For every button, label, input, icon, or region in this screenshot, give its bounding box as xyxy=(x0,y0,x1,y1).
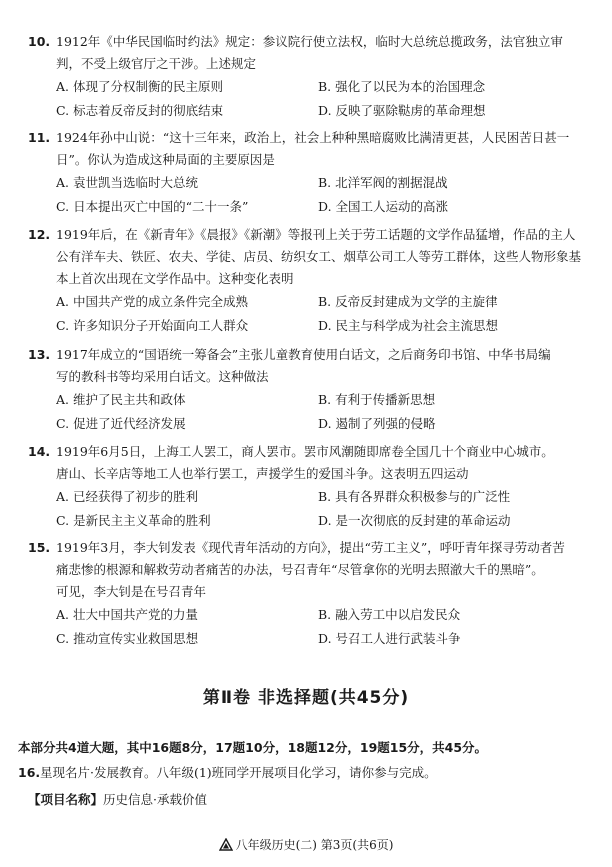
option-c: C. 许多知识分子开始面向工人群众 xyxy=(56,318,249,333)
options xyxy=(28,171,598,219)
question-number: 13. xyxy=(28,347,51,362)
option-a: A. 已经获得了初步的胜利 xyxy=(56,489,198,504)
question-12 xyxy=(28,224,598,338)
option-c: C. 日本提出灭亡中国的“二十一条” xyxy=(56,199,249,214)
option-a: A. 维护了民主共和政体 xyxy=(56,392,186,407)
option-b: B. 北洋军阀的割据混战 xyxy=(318,175,448,190)
triangle-logo-icon xyxy=(219,838,233,854)
section-intro: 本部分共4道大题，其中16题8分，17题10分，18题12分，19题15分，共45分。 xyxy=(18,740,488,755)
question-stem-line: 唐山、长辛店等地工人也举行罢工，声援学生的爱国斗争。这表明五四运动 xyxy=(56,466,469,481)
question-stem-line: 13. 1917年成立的“国语统一筹备会”主张儿童教育使用白话文，之后商务印书馆、中华书局编 xyxy=(28,344,598,366)
options xyxy=(28,603,598,651)
question-number: 14. xyxy=(28,444,51,459)
option-c: C. 推动宣传实业救国思想 xyxy=(56,631,199,646)
option-b: B. 强化了以民为本的治国理念 xyxy=(318,79,486,94)
option-a: A. 壮大中国共产党的力量 xyxy=(56,607,198,622)
options xyxy=(28,290,598,338)
option-c: C. 标志着反帝反封的彻底结束 xyxy=(56,103,224,118)
option-b: B. 融入劳工中以启发民众 xyxy=(318,607,461,622)
question-stem-line: 10. 1912年《中华民国临时约法》规定：参议院行使立法权，临时大总统总揽政务，法官独立审 xyxy=(28,31,598,53)
question-stem-line: 公有洋车夫、铁匠、农夫、学徒、店员、纺织女工、烟草公司工人等劳工群体，这些人物形象基 xyxy=(56,249,582,264)
option-c: C. 是新民主主义革命的胜利 xyxy=(56,513,211,528)
option-d: D. 反映了驱除鞑虏的革命理想 xyxy=(318,103,486,118)
question-15 xyxy=(28,537,598,651)
question-number: 16. xyxy=(18,765,41,780)
option-d: D. 号召工人进行武装斗争 xyxy=(318,631,461,646)
option-d: D. 是一次彻底的反封建的革命运动 xyxy=(318,513,511,528)
question-stem-line: 12. 1919年后，在《新青年》《晨报》《新潮》等报刊上关于劳工话题的文学作品猛增，作品的主人 xyxy=(28,224,598,246)
question-10 xyxy=(28,31,598,123)
question-stem-line: 可见，李大钊是在号召青年 xyxy=(56,584,207,599)
option-a: A. 体现了分权制衡的民主原则 xyxy=(56,79,223,94)
option-b: B. 反帝反封建成为文学的主旋律 xyxy=(318,294,498,309)
section-title: 第Ⅱ卷 非选择题(共45分) xyxy=(202,688,410,708)
option-d: D. 遏制了列强的侵略 xyxy=(318,416,436,431)
question-number: 12. xyxy=(28,227,51,242)
option-a: A. 中国共产党的成立条件完全成熟 xyxy=(56,294,248,309)
question-number: 11. xyxy=(28,130,51,145)
question-11 xyxy=(28,127,598,219)
question-stem-line: 11. 1924年孙中山说：“这十三年来，政治上，社会上种种黑暗腐败比满清更甚，人民困苦日甚一 xyxy=(28,127,598,149)
options xyxy=(28,388,598,436)
question-number: 15. xyxy=(28,540,51,555)
options xyxy=(28,75,598,123)
question-stem-line: 14. 1919年6月5日，上海工人罢工，商人罢市。罢市风潮随即席卷全国几十个商业中心城市。 xyxy=(28,441,598,463)
option-d: D. 民主与科学成为社会主流思想 xyxy=(318,318,499,333)
question-16 xyxy=(18,763,437,781)
project-tag: 【项目名称】 xyxy=(28,792,104,807)
page-footer xyxy=(0,836,612,854)
question-stem-line: 写的教科书等均采用白话文。这种做法 xyxy=(56,369,269,384)
options xyxy=(28,485,598,533)
question-stem-line: 星现名片·发展教育。八年级(1)班同学开展项目化学习，请你参与完成。 xyxy=(40,765,437,780)
question-stem-line: 日”。你认为造成这种局面的主要原因是 xyxy=(56,152,275,167)
option-a: A. 袁世凯当选临时大总统 xyxy=(56,175,198,190)
question-13 xyxy=(28,344,598,436)
question-number: 10. xyxy=(28,34,51,49)
option-b: B. 具有各界群众积极参与的广泛性 xyxy=(318,489,511,504)
question-stem-line: 本上首次出现在文学作品中。这种变化表明 xyxy=(56,271,294,286)
option-d: D. 全国工人运动的高涨 xyxy=(318,199,449,214)
question-stem-line: 15. 1919年3月，李大钊发表《现代青年活动的方向》，提出“劳工主义”，呼吁青年探寻劳动者苦 xyxy=(28,537,598,559)
project-name: 历史信息·承载价值 xyxy=(103,792,207,807)
option-c: C. 促进了近代经济发展 xyxy=(56,416,186,431)
option-b: B. 有利于传播新思想 xyxy=(318,392,436,407)
question-stem-line: 痛悲惨的根源和解救劳动者痛苦的办法，号召青年“尽管拿你的光明去照澈大千的黑暗”。 xyxy=(56,562,544,577)
project-line xyxy=(28,790,207,808)
question-14 xyxy=(28,441,598,533)
question-stem-line: 判，不受上级官厅之干涉。上述规定 xyxy=(56,56,257,71)
footer-text: 八年级历史(二) 第3页(共6页) xyxy=(235,838,394,852)
